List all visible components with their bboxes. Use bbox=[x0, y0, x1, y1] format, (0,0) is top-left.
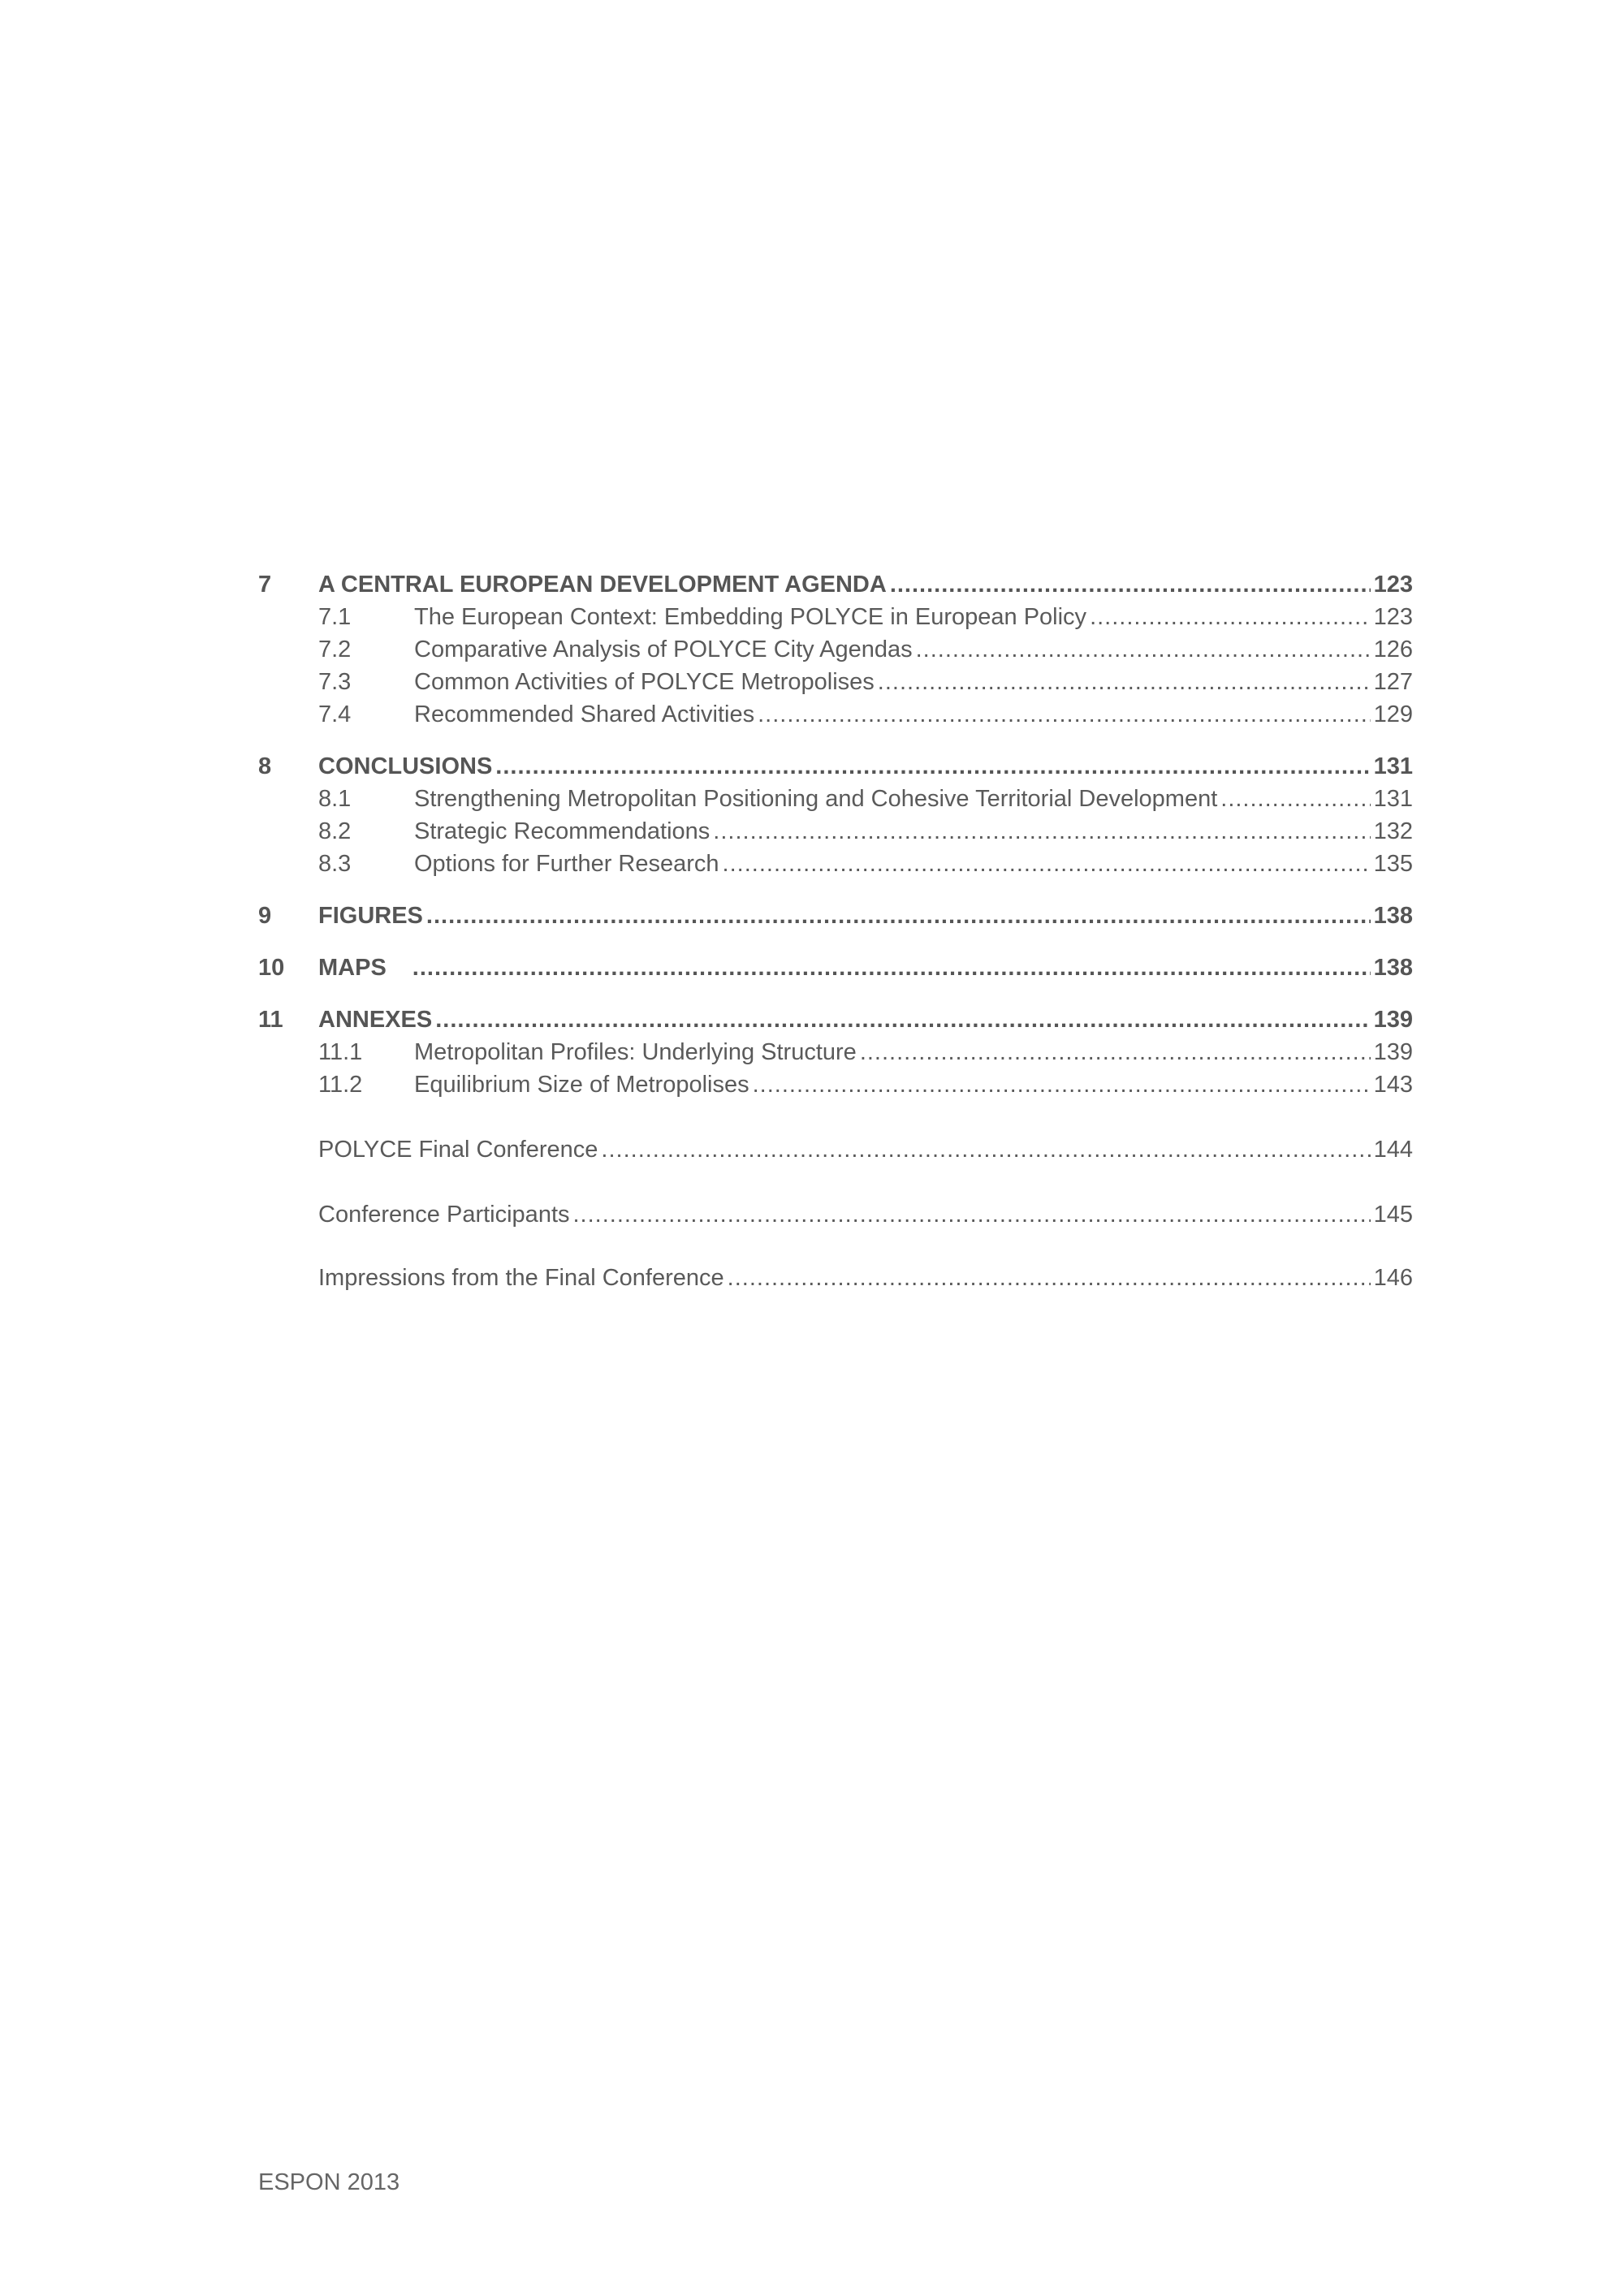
toc-entry-main[interactable] bbox=[258, 568, 1413, 601]
page-number: 144 bbox=[1373, 1137, 1413, 1163]
toc-entry-section[interactable] bbox=[258, 848, 1413, 880]
dot-leader bbox=[412, 952, 1371, 984]
section-title: Equilibrium Size of Metropolises bbox=[414, 1072, 749, 1098]
toc-chapter-9 bbox=[258, 900, 1413, 932]
dot-leader bbox=[758, 698, 1371, 731]
section-number: 7.3 bbox=[318, 669, 352, 695]
page-number: 143 bbox=[1373, 1072, 1413, 1098]
dot-leader bbox=[728, 1262, 1371, 1294]
extra-title: Impressions from the Final Conference bbox=[318, 1265, 724, 1291]
toc-chapter-10 bbox=[258, 952, 1413, 984]
chapter-number: 9 bbox=[258, 903, 272, 929]
chapter-number: 10 bbox=[258, 955, 285, 981]
dot-leader bbox=[1090, 601, 1371, 633]
chapter-title: CONCLUSIONS bbox=[318, 753, 493, 779]
page-number: 138 bbox=[1373, 903, 1413, 929]
toc-entry-section[interactable] bbox=[258, 1068, 1413, 1101]
section-number: 11.2 bbox=[318, 1072, 363, 1098]
dot-leader bbox=[723, 848, 1371, 880]
section-number: 11.1 bbox=[318, 1039, 363, 1065]
chapter-title: A CENTRAL EUROPEAN DEVELOPMENT AGENDA bbox=[318, 572, 887, 598]
section-number: 7.1 bbox=[318, 604, 352, 630]
toc-entry-extra[interactable] bbox=[258, 1262, 1413, 1294]
chapter-number: 8 bbox=[258, 753, 272, 779]
section-number: 8.2 bbox=[318, 818, 352, 844]
toc-chapter-11 bbox=[258, 1003, 1413, 1101]
toc-entry-section[interactable] bbox=[258, 815, 1413, 848]
page-number: 132 bbox=[1373, 818, 1413, 844]
chapter-title: FIGURES bbox=[318, 903, 423, 929]
toc-entry-section[interactable] bbox=[258, 666, 1413, 698]
page-number: 139 bbox=[1373, 1007, 1413, 1033]
dot-leader bbox=[1220, 783, 1370, 815]
toc-chapter-8 bbox=[258, 750, 1413, 880]
dot-leader bbox=[890, 568, 1371, 601]
page-number: 138 bbox=[1373, 955, 1413, 981]
page-number: 145 bbox=[1373, 1202, 1413, 1228]
page-footer: ESPON 2013 bbox=[258, 2169, 400, 2195]
page-number: 146 bbox=[1373, 1265, 1413, 1291]
toc-extra-entries bbox=[258, 1133, 1413, 1294]
toc-entry-section[interactable] bbox=[258, 601, 1413, 633]
extra-title: POLYCE Final Conference bbox=[318, 1137, 598, 1163]
section-title: The European Context: Embedding POLYCE in European Policy bbox=[414, 604, 1087, 630]
page-number: 123 bbox=[1373, 572, 1413, 598]
dot-leader bbox=[878, 666, 1371, 698]
table-of-contents bbox=[258, 568, 1413, 1294]
toc-entry-section[interactable] bbox=[258, 783, 1413, 815]
toc-entry-main[interactable] bbox=[258, 900, 1413, 932]
toc-chapter-7 bbox=[258, 568, 1413, 731]
dot-leader bbox=[916, 633, 1371, 666]
dot-leader bbox=[601, 1133, 1370, 1166]
page-number: 135 bbox=[1373, 851, 1413, 877]
section-title: Strengthening Metropolitan Positioning and Cohesive Territorial Development bbox=[414, 786, 1218, 812]
section-title: Common Activities of POLYCE Metropolises bbox=[414, 669, 875, 695]
chapter-title: ANNEXES bbox=[318, 1007, 433, 1033]
toc-entry-section[interactable] bbox=[258, 1036, 1413, 1068]
section-number: 8.1 bbox=[318, 786, 352, 812]
toc-entry-extra[interactable] bbox=[258, 1133, 1413, 1166]
toc-entry-extra[interactable] bbox=[258, 1198, 1413, 1231]
section-title: Comparative Analysis of POLYCE City Agendas bbox=[414, 637, 913, 662]
dot-leader bbox=[860, 1036, 1371, 1068]
page-number: 126 bbox=[1373, 637, 1413, 662]
toc-entry-main[interactable] bbox=[258, 750, 1413, 783]
section-title: Options for Further Research bbox=[414, 851, 719, 877]
page-number: 123 bbox=[1373, 604, 1413, 630]
dot-leader bbox=[495, 750, 1370, 783]
page-number: 139 bbox=[1373, 1039, 1413, 1065]
dot-leader bbox=[753, 1068, 1371, 1101]
page-number: 129 bbox=[1373, 701, 1413, 727]
page-number: 127 bbox=[1373, 669, 1413, 695]
dot-leader bbox=[713, 815, 1370, 848]
toc-entry-main[interactable] bbox=[258, 1003, 1413, 1036]
dot-leader bbox=[573, 1198, 1371, 1231]
toc-entry-section[interactable] bbox=[258, 633, 1413, 666]
section-number: 8.3 bbox=[318, 851, 352, 877]
section-number: 7.4 bbox=[318, 701, 352, 727]
chapter-number: 11 bbox=[258, 1007, 283, 1033]
chapter-title: MAPS bbox=[318, 955, 387, 981]
extra-title: Conference Participants bbox=[318, 1202, 570, 1228]
page-number: 131 bbox=[1373, 753, 1413, 779]
chapter-number: 7 bbox=[258, 572, 272, 598]
dot-leader bbox=[426, 900, 1371, 932]
toc-entry-main[interactable] bbox=[258, 952, 1413, 984]
section-title: Metropolitan Profiles: Underlying Structure bbox=[414, 1039, 857, 1065]
section-number: 7.2 bbox=[318, 637, 352, 662]
toc-entry-section[interactable] bbox=[258, 698, 1413, 731]
section-title: Strategic Recommendations bbox=[414, 818, 710, 844]
section-title: Recommended Shared Activities bbox=[414, 701, 755, 727]
page-number: 131 bbox=[1373, 786, 1413, 812]
dot-leader bbox=[435, 1003, 1370, 1036]
